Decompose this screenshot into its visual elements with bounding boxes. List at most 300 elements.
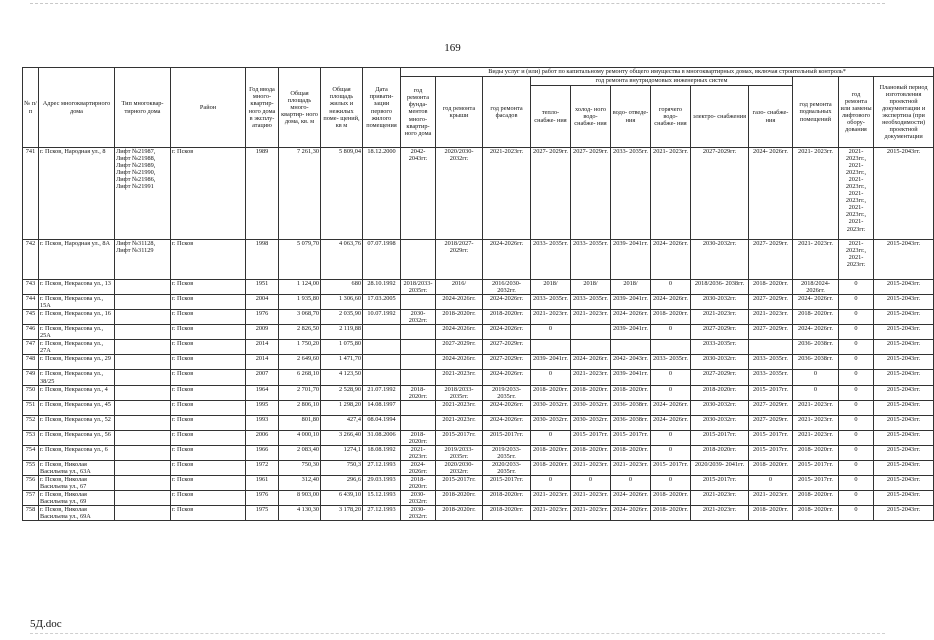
cell-gas: 2033- 2035гг. (749, 370, 793, 385)
cell-facade: 2024-2026гг. (483, 295, 531, 310)
table-row (23, 415, 934, 430)
cell-res-area: 3 266,40 (321, 430, 363, 445)
cell-total-area: 4 130,30 (279, 506, 321, 521)
cell-heat: 0 (531, 475, 571, 490)
cell-electric: 2018-2020гг. (691, 385, 749, 400)
cell-roof: 2018/2033- 2035гг. (436, 385, 483, 400)
cell-electric: 2018/2036- 2038гг. (691, 280, 749, 295)
cell-year: 2009 (246, 325, 279, 340)
cell-cold: 2030- 2032гг. (571, 400, 611, 415)
cell-roof: 2018/2027- 2029гг. (436, 240, 483, 280)
cell-basement: 2018- 2020гг. (793, 310, 839, 325)
cell-hot: 2018- 2020гг. (651, 506, 691, 521)
cell-cold: 2021- 2023гг. (571, 460, 611, 475)
cell-priv-date: 08.04.1994 (363, 415, 401, 430)
cell-heat: 2039- 2041гг. (531, 355, 571, 370)
cell-heat (531, 340, 571, 355)
cell-planned: 2015-2043гг. (874, 325, 934, 340)
cell-roof: 2016/ (436, 280, 483, 295)
cell-num: 743 (23, 280, 39, 295)
cell-lift: 0 (839, 325, 874, 340)
cell-roof: 2018-2020гг. (436, 491, 483, 506)
cell-num: 758 (23, 506, 39, 521)
cell-hot: 0 (651, 385, 691, 400)
table-row (23, 310, 934, 325)
cell-heat: 2030- 2032гг. (531, 400, 571, 415)
cell-num: 757 (23, 491, 39, 506)
cell-facade: 2020/2033- 2035гг. (483, 460, 531, 475)
cell-year: 2004 (246, 295, 279, 310)
cell-address: г. Псков, Некрасова ул., 52 (39, 415, 115, 430)
col-basement-header: год ремонта подвальных помещений (793, 77, 839, 148)
cell-gas: 2015- 2017гг. (749, 445, 793, 460)
cell-total-area: 801,80 (279, 415, 321, 430)
cell-electric: 2030-2032гг. (691, 240, 749, 280)
table-row (23, 295, 934, 310)
cell-priv-date: 21.07.1992 (363, 385, 401, 400)
cell-electric: 2015-2017гг. (691, 475, 749, 490)
cell-roof: 2024-2026гг. (436, 325, 483, 340)
cell-electric: 2027-2029гг. (691, 370, 749, 385)
cell-cold: 2027- 2029гг. (571, 148, 611, 240)
table-row (23, 280, 934, 295)
cell-facade: 2024-2026гг. (483, 400, 531, 415)
cell-district: г. Псков (171, 385, 246, 400)
cell-gas: 2027- 2029гг. (749, 400, 793, 415)
cell-foundation: 2018- 2020гг. (401, 475, 436, 490)
cell-priv-date: 07.07.1998 (363, 240, 401, 280)
cell-gas: 2018- 2020гг. (749, 280, 793, 295)
cell-basement: 2021- 2023гг. (793, 400, 839, 415)
cell-facade: 2024-2026гг. (483, 415, 531, 430)
col-type-header: Тип многоквар- тирного дома (115, 68, 171, 148)
cell-cold: 2021- 2023гг. (571, 310, 611, 325)
cell-foundation (401, 370, 436, 385)
cell-total-area: 2 649,60 (279, 355, 321, 370)
cell-priv-date (363, 340, 401, 355)
cell-type (115, 415, 171, 430)
repair-schedule-table (22, 67, 934, 521)
cell-roof: 2018-2020гг. (436, 506, 483, 521)
cell-district: г. Псков (171, 415, 246, 430)
cell-lift: 0 (839, 370, 874, 385)
cell-foundation: 2021- 2023гг. (401, 445, 436, 460)
cell-facade: 2019/2033- 2035гг. (483, 385, 531, 400)
cell-planned: 2015-2043гг. (874, 491, 934, 506)
cell-year: 1975 (246, 506, 279, 521)
cell-facade: 2018-2020гг. (483, 506, 531, 521)
cell-planned: 2015-2043гг. (874, 445, 934, 460)
cell-basement: 0 (793, 385, 839, 400)
cell-hot: 0 (651, 430, 691, 445)
cell-facade: 2021-2023гг. (483, 148, 531, 240)
cell-cold: 2018- 2020гг. (571, 385, 611, 400)
cell-electric: 2030-2032гг. (691, 295, 749, 310)
col-lift-header: год ремонта или замены лифтового обору- дования (839, 77, 874, 148)
table-row (23, 355, 934, 370)
cell-basement: 2024- 2026гг. (793, 325, 839, 340)
cell-heat: 2018- 2020гг. (531, 445, 571, 460)
cell-cold: 2030- 2032гг. (571, 415, 611, 430)
cell-basement: 2036- 2038гг. (793, 355, 839, 370)
cell-facade: 2016/2030- 2032гг. (483, 280, 531, 295)
cell-sewer: 2039- 2041гг. (611, 370, 651, 385)
cell-lift: 0 (839, 355, 874, 370)
cell-res-area: 6 439,10 (321, 491, 363, 506)
cell-total-area: 5 079,70 (279, 240, 321, 280)
cell-address: г. Псков, Николая Васильева ул., 69А (39, 506, 115, 521)
table-row (23, 325, 934, 340)
cell-priv-date: 18.12.2000 (363, 148, 401, 240)
col-sewer-header: водо- отведе- ния (611, 86, 651, 148)
cell-heat: 0 (531, 430, 571, 445)
cell-facade: 2018-2020гг. (483, 310, 531, 325)
cell-foundation: 2018- 2020гг. (401, 385, 436, 400)
cell-gas: 2018- 2020гг. (749, 506, 793, 521)
cell-priv-date (363, 355, 401, 370)
col-num-header: № п/п (23, 68, 39, 148)
cell-heat: 2018/ (531, 280, 571, 295)
cell-gas: 2027- 2029гг. (749, 415, 793, 430)
cell-lift: 0 (839, 430, 874, 445)
cell-res-area: 4 063,76 (321, 240, 363, 280)
cell-roof: 2024-2026гг. (436, 355, 483, 370)
cell-gas: 2033- 2035гг. (749, 355, 793, 370)
cell-priv-date: 17.03.2005 (363, 295, 401, 310)
cell-type (115, 355, 171, 370)
cell-foundation: 2030- 2032гг. (401, 506, 436, 521)
cell-lift: 0 (839, 460, 874, 475)
cell-sewer: 2024- 2026гг. (611, 491, 651, 506)
cell-gas (749, 340, 793, 355)
cell-address: г. Псков, Николая Васильева ул., 69 (39, 491, 115, 506)
cell-res-area: 750,3 (321, 460, 363, 475)
cell-basement: 2015- 2017гг. (793, 475, 839, 490)
cell-lift: 0 (839, 475, 874, 490)
cell-electric: 2015-2017гг. (691, 430, 749, 445)
cell-roof: 2020/2030- 2032гг. (436, 460, 483, 475)
cell-basement: 2021- 2023гг. (793, 415, 839, 430)
cell-lift: 0 (839, 385, 874, 400)
cell-heat: 2030- 2032гг. (531, 415, 571, 430)
cell-type (115, 385, 171, 400)
cell-type (115, 460, 171, 475)
cell-gas: 2015- 2017гг. (749, 430, 793, 445)
cell-district: г. Псков (171, 506, 246, 521)
cell-roof: 2027-2029гг. (436, 340, 483, 355)
cell-roof: 2015-2017гг. (436, 430, 483, 445)
cell-type (115, 280, 171, 295)
cell-gas: 2027- 2029гг. (749, 325, 793, 340)
cell-facade: 2024-2026гг. (483, 370, 531, 385)
cell-priv-date: 15.12.1993 (363, 491, 401, 506)
cell-year: 1993 (246, 415, 279, 430)
cell-sewer: 2039- 2041гг. (611, 325, 651, 340)
cell-year: 1972 (246, 460, 279, 475)
cell-num: 745 (23, 310, 39, 325)
cell-priv-date: 18.08.1992 (363, 445, 401, 460)
cell-hot: 2015- 2017гг. (651, 460, 691, 475)
cell-priv-date: 27.12.1993 (363, 506, 401, 521)
cell-total-area: 8 903,00 (279, 491, 321, 506)
cell-basement: 2021- 2023гг. (793, 148, 839, 240)
cell-total-area: 3 068,70 (279, 310, 321, 325)
cell-sewer: 2018- 2020гг. (611, 445, 651, 460)
cell-hot (651, 340, 691, 355)
cell-year: 1964 (246, 385, 279, 400)
cell-num: 746 (23, 325, 39, 340)
cell-type (115, 340, 171, 355)
cell-priv-date: 29.03.1993 (363, 475, 401, 490)
cell-type (115, 400, 171, 415)
cell-address: г. Псков, Некрасова ул., 38/25 (39, 370, 115, 385)
cell-year: 1976 (246, 310, 279, 325)
cell-district: г. Псков (171, 325, 246, 340)
cell-hot: 2018- 2020гг. (651, 491, 691, 506)
cell-lift: 0 (839, 400, 874, 415)
cell-basement: 2015- 2017гг. (793, 460, 839, 475)
cell-total-area: 6 268,10 (279, 370, 321, 385)
cell-district: г. Псков (171, 475, 246, 490)
cell-gas: 2018- 2020гг. (749, 460, 793, 475)
cell-type (115, 295, 171, 310)
cell-foundation: 2018- 2020гг. (401, 430, 436, 445)
cell-lift: 0 (839, 506, 874, 521)
cell-district: г. Псков (171, 240, 246, 280)
cell-foundation (401, 240, 436, 280)
cell-foundation: 2030- 2032гг. (401, 491, 436, 506)
cell-total-area: 2 083,40 (279, 445, 321, 460)
col-year-header: Год ввода много- квартир- ного дома в эксплу- атацию (246, 68, 279, 148)
cell-hot: 2024- 2026гг. (651, 400, 691, 415)
cell-num: 750 (23, 385, 39, 400)
table-row (23, 460, 934, 475)
cell-cold: 2018/ (571, 280, 611, 295)
cell-year: 2007 (246, 370, 279, 385)
cell-type (115, 475, 171, 490)
col-district-header: Район (171, 68, 246, 148)
cell-type: Лифт №21987, Лифт №21988, Лифт №21989, Лифт №21990, Лифт №21986, Лифт №21991 (115, 148, 171, 240)
cell-num: 756 (23, 475, 39, 490)
cell-basement: 2018- 2020гг. (793, 506, 839, 521)
cell-address: г. Псков, Народная ул., 8А (39, 240, 115, 280)
cell-cold: 0 (571, 475, 611, 490)
cell-gas: 2024- 2026гг. (749, 148, 793, 240)
cell-electric: 2021-2023гг. (691, 506, 749, 521)
cell-district: г. Псков (171, 430, 246, 445)
cell-sewer: 2021- 2023гг. (611, 460, 651, 475)
cell-gas: 2027- 2029гг. (749, 295, 793, 310)
cell-cold (571, 325, 611, 340)
cell-type (115, 325, 171, 340)
cell-basement: 2021- 2023гг. (793, 240, 839, 280)
table-row (23, 370, 934, 385)
cell-address: г. Псков, Некрасова ул., 4 (39, 385, 115, 400)
cell-sewer: 2039- 2041гг. (611, 295, 651, 310)
top-rule (30, 3, 885, 4)
cell-sewer: 2042- 2043гг. (611, 355, 651, 370)
cell-facade: 2015-2017гг. (483, 475, 531, 490)
cell-lift: 0 (839, 445, 874, 460)
table-row (23, 445, 934, 460)
col-roof-header: год ремонта крыши (436, 77, 483, 148)
cell-sewer: 2024- 2026гг. (611, 310, 651, 325)
cell-address: г. Псков, Некрасова ул., 56 (39, 430, 115, 445)
cell-roof: 2015-2017гг. (436, 475, 483, 490)
cell-type: Лифт №31128, Лифт №31129 (115, 240, 171, 280)
cell-res-area: 1 075,80 (321, 340, 363, 355)
cell-res-area: 1 471,70 (321, 355, 363, 370)
cell-sewer: 2036- 2038гг. (611, 415, 651, 430)
cell-planned: 2015-2043гг. (874, 385, 934, 400)
cell-res-area: 1 306,60 (321, 295, 363, 310)
table-row (23, 475, 934, 490)
cell-facade: 2019/2033- 2035гг. (483, 445, 531, 460)
col-planned-header: Плановый период изготовления проектной документации и экспертиза (при необходимости) проектной документации (874, 77, 934, 148)
cell-priv-date: 10.07.1992 (363, 310, 401, 325)
cell-cold: 2024- 2026гг. (571, 355, 611, 370)
services-group-header: Виды услуг и (или) работ по капитальному ремонту общего имущества в многоквартирных домах, включая строительный контроль* (401, 68, 934, 77)
cell-year: 1951 (246, 280, 279, 295)
cell-planned: 2015-2043гг. (874, 295, 934, 310)
cell-basement: 2036- 2038гг. (793, 340, 839, 355)
cell-heat: 2018- 2020гг. (531, 460, 571, 475)
cell-district: г. Псков (171, 340, 246, 355)
cell-sewer (611, 340, 651, 355)
table-row (23, 506, 934, 521)
cell-type (115, 430, 171, 445)
cell-lift: 2021- 2023гг., 2021- 2023гг. (839, 240, 874, 280)
cell-roof: 2024-2026гг. (436, 295, 483, 310)
cell-district: г. Псков (171, 148, 246, 240)
cell-num: 755 (23, 460, 39, 475)
cell-gas: 0 (749, 475, 793, 490)
cell-heat: 2021- 2023гг. (531, 310, 571, 325)
cell-electric: 2018-2020гг. (691, 445, 749, 460)
cell-year: 2014 (246, 340, 279, 355)
cell-cold: 2021- 2023гг. (571, 370, 611, 385)
cell-foundation (401, 325, 436, 340)
cell-planned: 2015-2043гг. (874, 355, 934, 370)
cell-district: г. Псков (171, 491, 246, 506)
cell-planned: 2015-2043гг. (874, 340, 934, 355)
cell-planned: 2015-2043гг. (874, 475, 934, 490)
cell-lift: 0 (839, 415, 874, 430)
cell-num: 753 (23, 430, 39, 445)
cell-res-area: 3 178,20 (321, 506, 363, 521)
cell-district: г. Псков (171, 280, 246, 295)
cell-num: 744 (23, 295, 39, 310)
cell-type (115, 370, 171, 385)
cell-gas: 2021- 2023гг. (749, 491, 793, 506)
cell-electric: 2021-2023гг. (691, 310, 749, 325)
cell-facade: 2018-2020гг. (483, 491, 531, 506)
cell-basement: 2021- 2023гг. (793, 430, 839, 445)
cell-address: г. Псков, Некрасова ул., 16 (39, 310, 115, 325)
cell-res-area: 1274,1 (321, 445, 363, 460)
cell-hot: 0 (651, 325, 691, 340)
cell-basement: 2018/2024- 2026гг. (793, 280, 839, 295)
cell-facade: 2027-2029гг. (483, 340, 531, 355)
table-row (23, 340, 934, 355)
cell-heat: 2033- 2035гг. (531, 240, 571, 280)
cell-cold: 2021- 2023гг. (571, 506, 611, 521)
col-total-area-header: Общая площадь много- квартир- ного дома, кв. м (279, 68, 321, 148)
cell-electric: 2033-2035гг. (691, 340, 749, 355)
cell-lift: 0 (839, 295, 874, 310)
cell-foundation: 2042- 2043гг. (401, 148, 436, 240)
cell-num: 754 (23, 445, 39, 460)
cell-total-area: 1 750,20 (279, 340, 321, 355)
cell-hot: 2024- 2026гг. (651, 240, 691, 280)
cell-sewer: 2033- 2035гг. (611, 148, 651, 240)
cell-electric: 2030-2032гг. (691, 355, 749, 370)
cell-heat: 2027- 2029гг. (531, 148, 571, 240)
cell-num: 751 (23, 400, 39, 415)
cell-planned: 2015-2043гг. (874, 310, 934, 325)
cell-res-area: 2 035,90 (321, 310, 363, 325)
cell-year: 1966 (246, 445, 279, 460)
cell-priv-date: 28.10.1992 (363, 280, 401, 295)
col-foundation-header: год ремонта фунда- ментов много- квартир- ного дома (401, 77, 436, 148)
cell-sewer: 2018/ (611, 280, 651, 295)
cell-heat: 0 (531, 370, 571, 385)
table-row (23, 430, 934, 445)
cell-type (115, 506, 171, 521)
cell-facade: 2024-2026гг. (483, 240, 531, 280)
cell-priv-date: 27.12.1993 (363, 460, 401, 475)
cell-facade: 2024-2026гг. (483, 325, 531, 340)
cell-type (115, 445, 171, 460)
cell-type (115, 310, 171, 325)
cell-district: г. Псков (171, 355, 246, 370)
cell-electric: 2021-2023гг. (691, 491, 749, 506)
cell-planned: 2015-2043гг. (874, 240, 934, 280)
cell-foundation (401, 415, 436, 430)
cell-sewer: 2024- 2026гг. (611, 506, 651, 521)
table-row (23, 491, 934, 506)
cell-foundation: 2024- 2026гг. (401, 460, 436, 475)
table-row (23, 400, 934, 415)
cell-basement: 0 (793, 370, 839, 385)
cell-num: 748 (23, 355, 39, 370)
table-row (23, 385, 934, 400)
cell-total-area: 2 701,70 (279, 385, 321, 400)
cell-district: г. Псков (171, 295, 246, 310)
engineering-group-header: год ремонта внутридомовых инженерных систем (531, 77, 793, 86)
cell-cold: 2033- 2035гг. (571, 295, 611, 310)
cell-address: г. Псков, Некрасова ул., 45 (39, 400, 115, 415)
cell-heat: 2033- 2035гг. (531, 295, 571, 310)
cell-res-area: 296,6 (321, 475, 363, 490)
cell-roof: 2021-2023гг. (436, 370, 483, 385)
cell-hot: 0 (651, 475, 691, 490)
cell-roof: 2019/2033- 2035гг. (436, 445, 483, 460)
page-number: 169 (444, 42, 461, 54)
cell-lift: 0 (839, 491, 874, 506)
cell-priv-date (363, 325, 401, 340)
cell-res-area: 1 298,20 (321, 400, 363, 415)
cell-res-area: 680 (321, 280, 363, 295)
cell-heat: 2018- 2020гг. (531, 385, 571, 400)
cell-total-area: 1 935,80 (279, 295, 321, 310)
cell-year: 2014 (246, 355, 279, 370)
cell-planned: 2015-2043гг. (874, 460, 934, 475)
cell-cold (571, 340, 611, 355)
cell-planned: 2015-2043гг. (874, 280, 934, 295)
cell-res-area: 2 528,90 (321, 385, 363, 400)
col-heat-header: тепло- снабже- ния (531, 86, 571, 148)
